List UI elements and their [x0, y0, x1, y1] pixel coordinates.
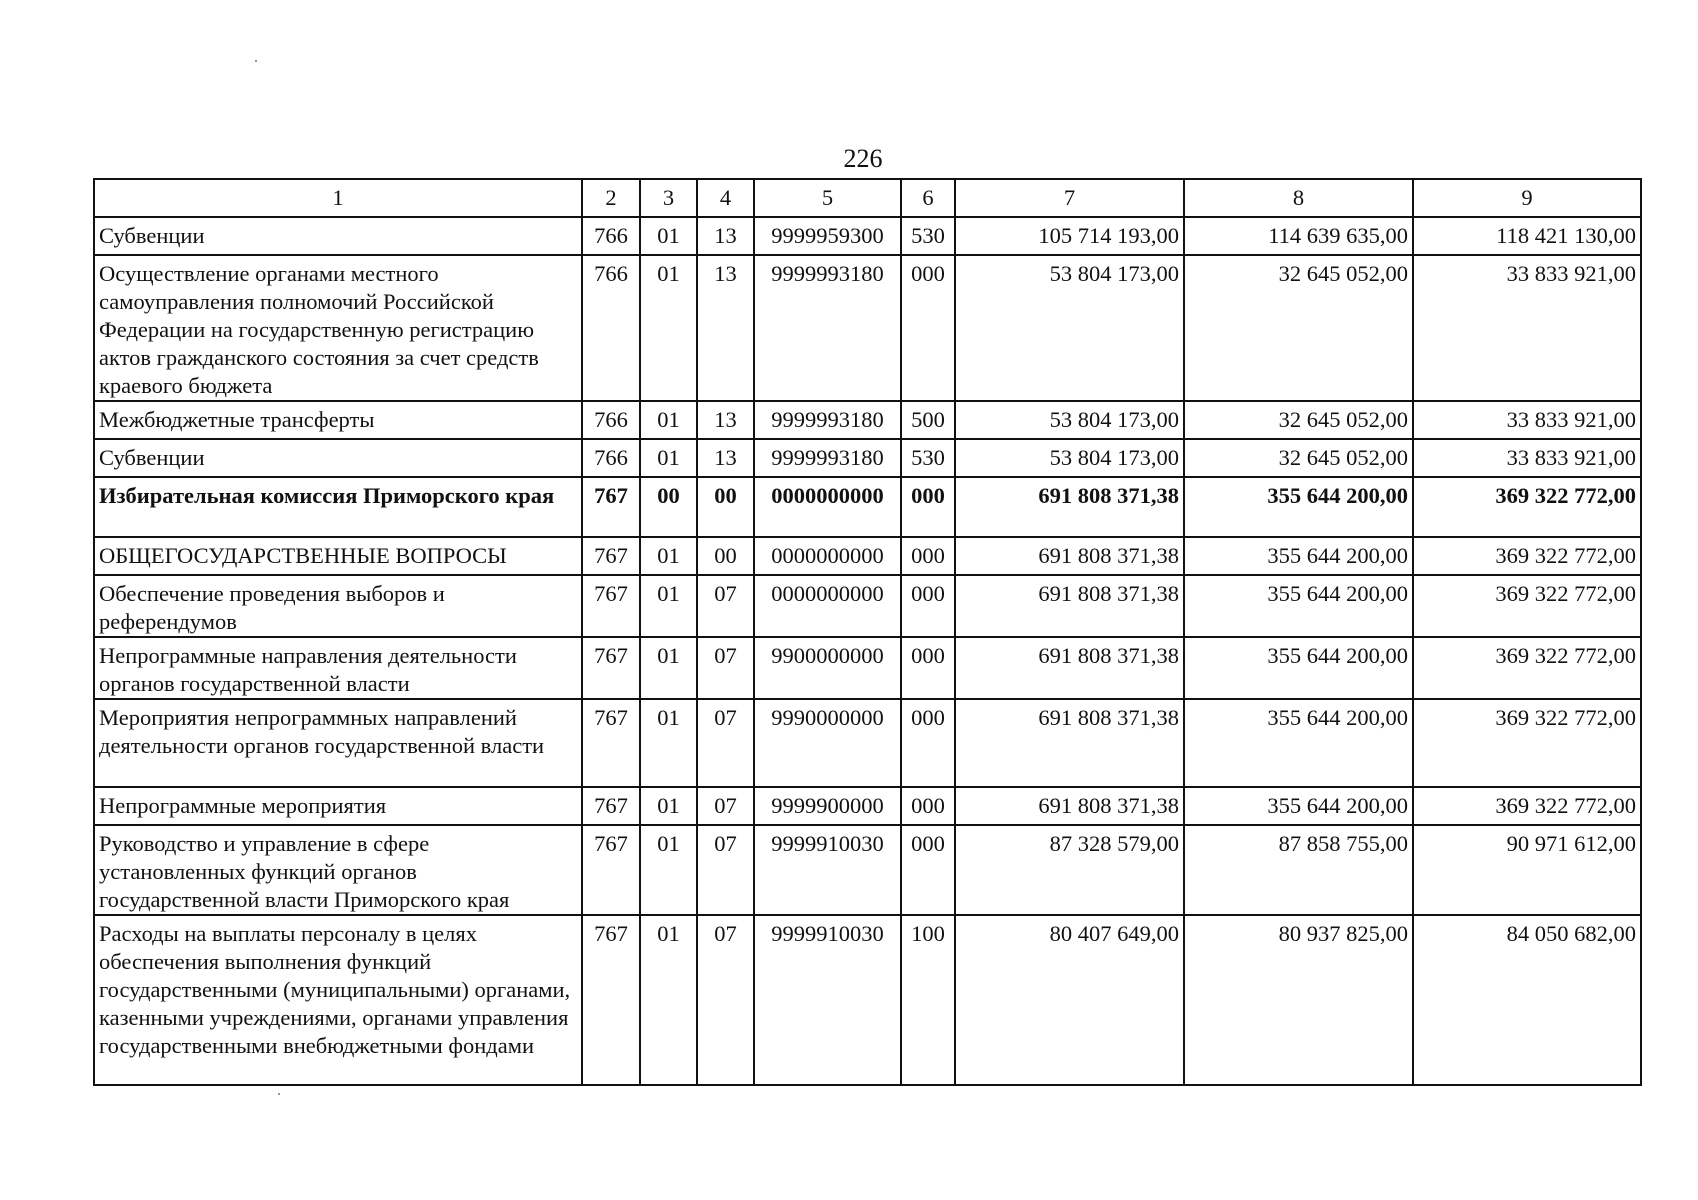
amount-cell: 80 407 649,00 — [955, 915, 1184, 1085]
amount-cell: 33 833 921,00 — [1413, 439, 1641, 477]
code-cell: 000 — [901, 825, 955, 915]
column-header: 8 — [1184, 179, 1413, 217]
code-cell: 766 — [582, 217, 640, 255]
amount-cell: 80 937 825,00 — [1184, 915, 1413, 1085]
amount-cell: 355 644 200,00 — [1184, 637, 1413, 699]
code-cell: 13 — [697, 217, 754, 255]
code-cell: 530 — [901, 439, 955, 477]
amount-cell: 355 644 200,00 — [1184, 787, 1413, 825]
code-cell: 9999910030 — [754, 915, 901, 1085]
amount-cell: 355 644 200,00 — [1184, 699, 1413, 787]
item-name: Расходы на выплаты персоналу в целях обеспечения выполнения функций государственными (муниципальными) органами, казенными учреждениями, органами управления государственными внебюджетными фондами — [94, 915, 582, 1085]
code-cell: 767 — [582, 637, 640, 699]
budget-table — [93, 178, 1642, 1086]
code-cell: 00 — [697, 537, 754, 575]
amount-cell: 355 644 200,00 — [1184, 537, 1413, 575]
code-cell: 9990000000 — [754, 699, 901, 787]
column-header: 1 — [94, 179, 582, 217]
item-name: Мероприятия непрограммных направлений деятельности органов государственной власти — [94, 699, 582, 787]
code-cell: 766 — [582, 439, 640, 477]
code-cell: 01 — [640, 787, 697, 825]
code-cell: 766 — [582, 255, 640, 401]
page-number: 226 — [843, 144, 883, 173]
code-cell: 9999993180 — [754, 401, 901, 439]
code-cell: 01 — [640, 401, 697, 439]
amount-cell: 105 714 193,00 — [955, 217, 1184, 255]
code-cell: 07 — [697, 637, 754, 699]
amount-cell: 33 833 921,00 — [1413, 401, 1641, 439]
amount-cell: 32 645 052,00 — [1184, 439, 1413, 477]
amount-cell: 87 328 579,00 — [955, 825, 1184, 915]
amount-cell: 114 639 635,00 — [1184, 217, 1413, 255]
amount-cell: 84 050 682,00 — [1413, 915, 1641, 1085]
code-cell: 0000000000 — [754, 477, 901, 537]
amount-cell: 53 804 173,00 — [955, 255, 1184, 401]
code-cell: 07 — [697, 787, 754, 825]
amount-cell: 691 808 371,38 — [955, 477, 1184, 537]
amount-cell: 691 808 371,38 — [955, 637, 1184, 699]
code-cell: 00 — [640, 477, 697, 537]
table-row — [94, 575, 1641, 637]
code-cell: 100 — [901, 915, 955, 1085]
code-cell: 9999910030 — [754, 825, 901, 915]
amount-cell: 355 644 200,00 — [1184, 575, 1413, 637]
table-row — [94, 217, 1641, 255]
amount-cell: 369 322 772,00 — [1413, 537, 1641, 575]
amount-cell: 691 808 371,38 — [955, 575, 1184, 637]
code-cell: 000 — [901, 537, 955, 575]
code-cell: 07 — [697, 825, 754, 915]
header-row — [94, 179, 1641, 217]
amount-cell: 87 858 755,00 — [1184, 825, 1413, 915]
table-body — [94, 217, 1641, 1085]
amount-cell: 691 808 371,38 — [955, 537, 1184, 575]
amount-cell: 355 644 200,00 — [1184, 477, 1413, 537]
code-cell: 000 — [901, 787, 955, 825]
amount-cell: 33 833 921,00 — [1413, 255, 1641, 401]
amount-cell: 90 971 612,00 — [1413, 825, 1641, 915]
code-cell: 13 — [697, 439, 754, 477]
code-cell: 0000000000 — [754, 537, 901, 575]
code-cell: 9999900000 — [754, 787, 901, 825]
column-header: 6 — [901, 179, 955, 217]
item-name: Субвенции — [94, 217, 582, 255]
code-cell: 766 — [582, 401, 640, 439]
code-cell: 767 — [582, 699, 640, 787]
table-row — [94, 915, 1641, 1085]
code-cell: 000 — [901, 255, 955, 401]
table-row — [94, 255, 1641, 401]
code-cell: 000 — [901, 637, 955, 699]
code-cell: 07 — [697, 699, 754, 787]
code-cell: 9999993180 — [754, 439, 901, 477]
table-row — [94, 401, 1641, 439]
item-name: Обеспечение проведения выборов и референдумов — [94, 575, 582, 637]
amount-cell: 32 645 052,00 — [1184, 401, 1413, 439]
code-cell: 9999993180 — [754, 255, 901, 401]
item-name: Руководство и управление в сфере установленных функций органов государственной власти Приморского края — [94, 825, 582, 915]
column-header: 9 — [1413, 179, 1641, 217]
code-cell: 01 — [640, 825, 697, 915]
code-cell: 530 — [901, 217, 955, 255]
amount-cell: 118 421 130,00 — [1413, 217, 1641, 255]
code-cell: 01 — [640, 537, 697, 575]
amount-cell: 369 322 772,00 — [1413, 699, 1641, 787]
item-name: Избирательная комиссия Приморского края — [94, 477, 582, 537]
column-header: 3 — [640, 179, 697, 217]
code-cell: 13 — [697, 401, 754, 439]
code-cell: 9999959300 — [754, 217, 901, 255]
amount-cell: 369 322 772,00 — [1413, 477, 1641, 537]
code-cell: 9900000000 — [754, 637, 901, 699]
table-row — [94, 637, 1641, 699]
table-row — [94, 439, 1641, 477]
item-name: ОБЩЕГОСУДАРСТВЕННЫЕ ВОПРОСЫ — [94, 537, 582, 575]
code-cell: 767 — [582, 915, 640, 1085]
column-header: 2 — [582, 179, 640, 217]
item-name: Осуществление органами местного самоуправления полномочий Российской Федерации на государственную регистрацию актов гражданского состояния за счет средств краевого бюджета — [94, 255, 582, 401]
column-header: 4 — [697, 179, 754, 217]
table-row — [94, 699, 1641, 787]
table-row — [94, 477, 1641, 537]
amount-cell: 369 322 772,00 — [1413, 637, 1641, 699]
table-row — [94, 825, 1641, 915]
code-cell: 01 — [640, 217, 697, 255]
amount-cell: 369 322 772,00 — [1413, 575, 1641, 637]
table-row — [94, 787, 1641, 825]
code-cell: 01 — [640, 255, 697, 401]
amount-cell: 53 804 173,00 — [955, 439, 1184, 477]
item-name: Межбюджетные трансферты — [94, 401, 582, 439]
code-cell: 13 — [697, 255, 754, 401]
column-header: 5 — [754, 179, 901, 217]
column-header: 7 — [955, 179, 1184, 217]
code-cell: 01 — [640, 915, 697, 1085]
code-cell: 01 — [640, 699, 697, 787]
code-cell: 000 — [901, 477, 955, 537]
table-row — [94, 537, 1641, 575]
item-name: Субвенции — [94, 439, 582, 477]
code-cell: 767 — [582, 787, 640, 825]
code-cell: 000 — [901, 699, 955, 787]
code-cell: 01 — [640, 439, 697, 477]
scan-speck — [255, 60, 257, 62]
code-cell: 767 — [582, 825, 640, 915]
item-name: Непрограммные направления деятельности органов государственной власти — [94, 637, 582, 699]
code-cell: 767 — [582, 575, 640, 637]
code-cell: 000 — [901, 575, 955, 637]
amount-cell: 53 804 173,00 — [955, 401, 1184, 439]
code-cell: 0000000000 — [754, 575, 901, 637]
code-cell: 767 — [582, 537, 640, 575]
item-name: Непрограммные мероприятия — [94, 787, 582, 825]
amount-cell: 369 322 772,00 — [1413, 787, 1641, 825]
amount-cell: 691 808 371,38 — [955, 699, 1184, 787]
code-cell: 01 — [640, 637, 697, 699]
amount-cell: 691 808 371,38 — [955, 787, 1184, 825]
code-cell: 00 — [697, 477, 754, 537]
scan-speck — [278, 1093, 280, 1095]
code-cell: 07 — [697, 575, 754, 637]
code-cell: 01 — [640, 575, 697, 637]
amount-cell: 32 645 052,00 — [1184, 255, 1413, 401]
code-cell: 500 — [901, 401, 955, 439]
code-cell: 07 — [697, 915, 754, 1085]
code-cell: 767 — [582, 477, 640, 537]
